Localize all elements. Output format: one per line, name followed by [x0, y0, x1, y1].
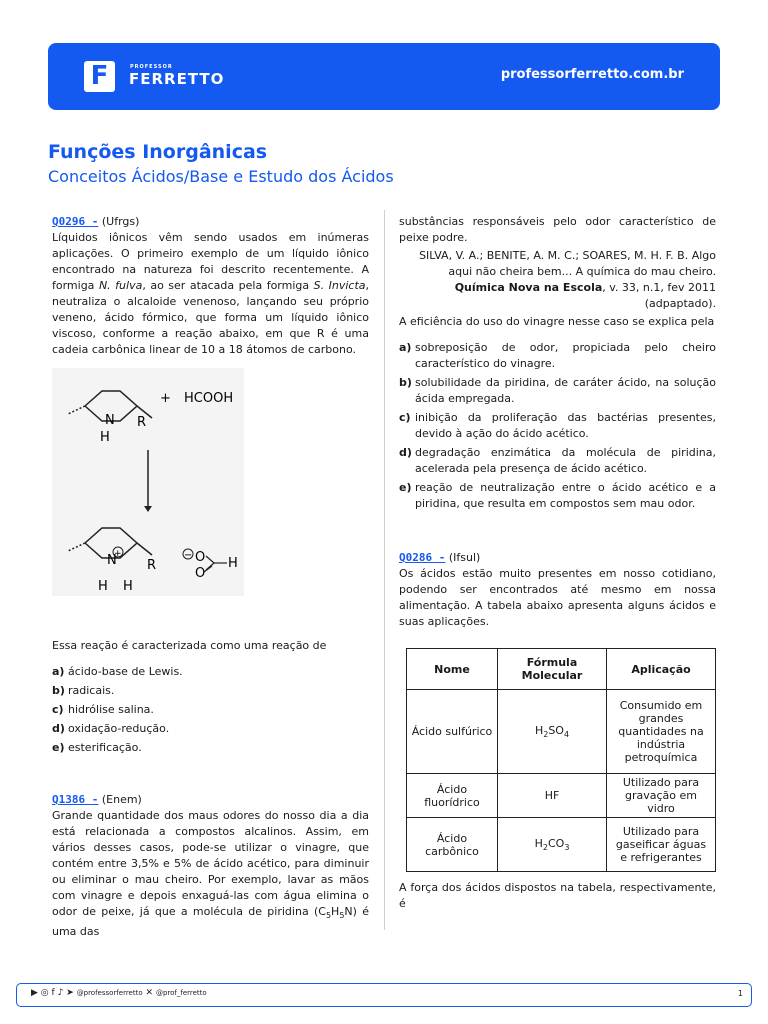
hydrogen-label: H	[228, 556, 238, 571]
acid-application: Utilizado para gravação em vidro	[607, 774, 716, 818]
header-banner	[48, 43, 720, 110]
question-source: (Ufrgs)	[98, 215, 140, 228]
r-label: R	[147, 558, 157, 573]
page-number: 1	[737, 989, 743, 998]
question-prompt: A força dos ácidos dispostos na tabela, respectivamente, é	[399, 881, 716, 910]
oxygen-label: O	[195, 566, 206, 581]
option-e[interactable]: e) reação de neutralização entre o ácido acético e a piridina, que resulta em compostos sem mau odor.	[399, 481, 716, 510]
hydrogen-label: H	[98, 579, 108, 594]
brand-tagline: PROFESSOR	[130, 64, 173, 70]
oxygen-label: O	[195, 550, 206, 565]
telegram-icon[interactable]: ➤	[66, 988, 74, 998]
question-source: (Ifsul)	[445, 551, 481, 564]
option-c[interactable]: c) inibição da proliferação das bactérias presentes, devido à ação do ácido acético.	[399, 411, 716, 440]
question-q0286: Q0286 - (Ifsul) Os ácidos estão muito presentes em nosso cotidiano, podendo ser encontrados até mesmo em nossa alimentação. A tabela abaixo apresenta alguns ácidos e suas aplicações.	[399, 551, 716, 628]
hydrogen-label: H	[100, 430, 110, 445]
reaction-scheme	[52, 368, 252, 598]
option-d[interactable]: d) degradação enzimática da molécula de piridina, acelerada pela presença de ácido acético.	[399, 446, 716, 475]
acid-formula: $H_2CO_3$	[498, 818, 607, 872]
site-link[interactable]: professorferretto.com.br	[500, 67, 684, 82]
question-q1386: Q1386 - (Enem) Grande quantidade dos maus odores do nosso dia a dia está relacionada a compostos alcalinos. Assim, em vários desses casos, pode-se utilizar o vinagre, que contém entre 3,5% e 5% de ácido acético, para diminuir ou eliminar o mau cheiro. Por exemplo, lavar as mãos com vinagre e depois enxaguá-las com água elimina o odor de peixe, já que a molécula de piridina $(C_5H_5N)$ é uma das	[52, 793, 369, 939]
nitrogen-label: N	[107, 553, 117, 568]
x-icon[interactable]: ✕	[145, 988, 154, 998]
page-title: Funções Inorgânicas	[48, 141, 268, 163]
question-prompt: A eficiência do uso do vinagre nesse caso se explica pela	[399, 315, 715, 328]
column-divider	[384, 210, 385, 930]
formic-acid-label: HCOOH	[184, 391, 234, 406]
facebook-icon[interactable]: f	[51, 988, 55, 998]
negative-charge: −	[184, 550, 193, 561]
question-id: Q0286 -	[399, 551, 446, 564]
r-label: R	[137, 415, 147, 430]
tiktok-icon[interactable]: ♪	[57, 988, 64, 998]
instagram-icon[interactable]: ◎	[40, 988, 49, 998]
acid-application: Utilizado para gaseificar águas e refrigerantes	[607, 818, 716, 872]
brand-name: FERRETTO	[129, 70, 225, 88]
acid-application: Consumido em grandes quantidades na indústria petroquímica	[607, 690, 716, 774]
option-a[interactable]: a) sobreposição de odor, propiciada pelo cheiro característico do vinagre.	[399, 341, 716, 370]
social-links	[31, 988, 207, 998]
acid-name: Ácido sulfúrico	[407, 690, 498, 774]
header-name: Nome	[407, 649, 498, 690]
table-header-row	[407, 649, 716, 690]
option-b[interactable]: b) radicais.	[52, 684, 115, 697]
footer-bar	[16, 983, 752, 1007]
header-formula: Fórmula Molecular	[498, 649, 607, 690]
option-d[interactable]: d) oxidação-redução.	[52, 722, 170, 735]
option-a[interactable]: a) ácido-base de Lewis.	[52, 665, 183, 678]
acid-formula: HF	[498, 774, 607, 818]
options-q0296	[52, 664, 369, 756]
acids-table	[406, 648, 716, 872]
question-id: Q1386 -	[52, 793, 99, 806]
page-subtitle: Conceitos Ácidos/Base e Estudo dos Ácidos	[48, 167, 394, 186]
table-row	[407, 690, 716, 774]
question-source: (Enem)	[98, 793, 142, 806]
acid-name: Ácido carbônico	[407, 818, 498, 872]
acid-name: Ácido fluorídrico	[407, 774, 498, 818]
plus-sign: +	[160, 391, 171, 406]
question-prompt: Essa reação é caracterizada como uma reação de	[52, 639, 327, 652]
social-handle[interactable]: @professorferretto	[76, 989, 143, 997]
header-application: Aplicação	[607, 649, 716, 690]
positive-charge: +	[114, 549, 122, 559]
option-c[interactable]: c) hidrólise salina.	[52, 703, 154, 716]
question-id: Q0296 -	[52, 215, 99, 228]
youtube-icon[interactable]: ▶	[31, 988, 38, 998]
option-e[interactable]: e) esterificação.	[52, 741, 142, 754]
acid-formula: $H_2SO_4$	[498, 690, 607, 774]
table-row	[407, 774, 716, 818]
hydrogen-label: H	[123, 579, 133, 594]
nitrogen-label: N	[105, 413, 115, 428]
options-q1386	[399, 340, 716, 512]
option-b[interactable]: b) solubilidade da piridina, de caráter ácido, na solução ácida empregada.	[399, 376, 716, 405]
question-q0296: Q0296 - (Ufrgs) Líquidos iônicos vêm sendo usados em inúmeras aplicações. O primeiro exemplo de um líquido iônico encontrado na natureza foi descrito recentemente. A formiga N. fulva, ao ser atacada pela formiga S. Invicta, neutraliza o alcaloide venenoso, lançando seu próprio veneno, ácido fórmico, que forma um líquido iônico viscoso, conforme a reação abaixo, em que R é uma cadeia carbônica linear de 10 a 18 átomos de carbono.	[52, 215, 370, 356]
table-row	[407, 818, 716, 872]
question-q1386-continued: substâncias responsáveis pelo odor característico de peixe podre.	[399, 215, 716, 244]
citation: SILVA, V. A.; BENITE, A. M. C.; SOARES, M. H. F. B. Algo aqui não cheira bem... A química do mau cheiro. Química Nova na Escola, v. 33, n.1, fev 2011 (adpaptado).	[419, 249, 716, 310]
ferretto-logo: F	[84, 61, 115, 92]
social-handle[interactable]: @prof_ferretto	[155, 989, 207, 997]
